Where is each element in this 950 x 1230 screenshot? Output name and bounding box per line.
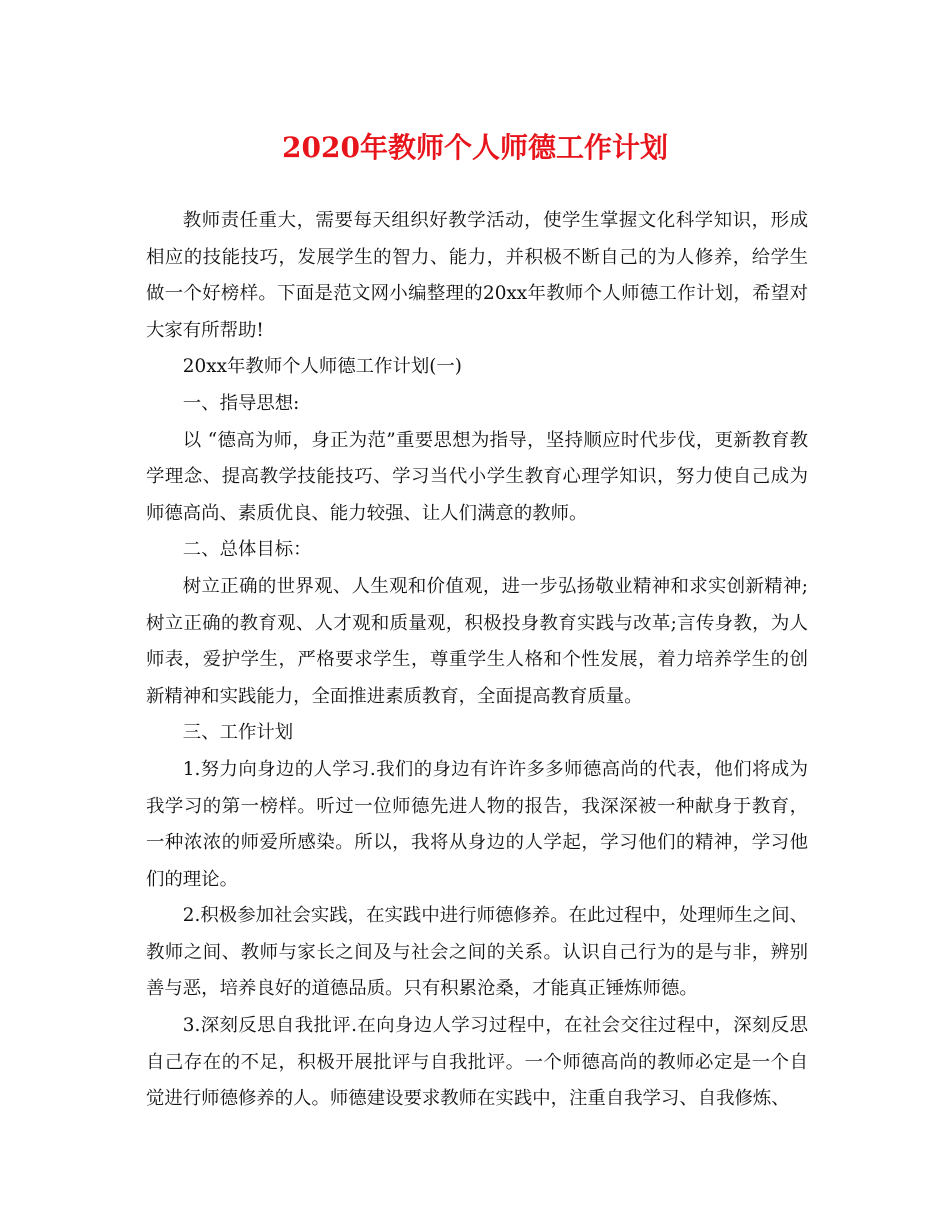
paragraph-plan-item-3: 3.深刻反思自我批评.在向身边人学习过程中，在社会交往过程中，深刻反思自己存在的不足，积极开展批评与自我批评。一个师德高尚的教师必定是一个自觉进行师德修养的人。师德建设要求教师在实践中，注重自我学习、自我修炼、 — [146, 1015, 808, 1110]
document-body — [146, 203, 808, 1118]
section-subtitle: 20xx年教师个人师德工作计划(一) — [182, 356, 462, 378]
heading-guiding-ideology: 一、指导思想: — [182, 392, 300, 414]
heading-overall-goals: 二、总体目标： — [182, 539, 312, 561]
paragraph-intro: 教师责任重大，需要每天组织好教学活动，使学生掌握文化科学知识，形成相应的技能技巧，发展学生的智力、能力，并积极不断自己的为人修养，给学生做一个好榜样。下面是范文网小编整理的20xx年教师个人师德工作计划，希望对大家有所帮助! — [146, 210, 808, 341]
paragraph-plan-item-1: 1.努力向身边的人学习.我们的身边有许许多多师德高尚的代表，他们将成为我学习的第一榜样。听过一位师德先进人物的报告，我深深被一种献身于教育，一种浓浓的师爱所感染。所以，我将从身边的人学起，学习他们的精神，学习他们的理论。 — [146, 758, 808, 890]
document-title: 2020年教师个人师德工作计划 — [282, 131, 668, 164]
heading-work-plan: 三、工作计划 — [182, 722, 294, 744]
paragraph-plan-item-2: 2.积极参加社会实践，在实践中进行师德修养。在此过程中，处理师生之间、教师之间、教师与家长之间及与社会之间的关系。认识自己行为的是与非，辨别善与恶，培养良好的道德品质。只有积累沧桑，才能真正锤炼师德。 — [146, 905, 808, 1000]
paragraph-overall-goals: 树立正确的世界观、人生观和价值观，进一步弘扬敬业精神和求实创新精神;树立正确的教育观、人才观和质量观，积极投身教育实践与改革;言传身教，为人师表，爱护学生，严格要求学生，尊重学生人格和个性发展，着力培养学生的创新精神和实践能力，全面推进素质教育，全面提高教育质量。 — [146, 575, 808, 707]
paragraph-guiding-ideology: 以 “德高为师，身正为范”重要思想为指导，坚持顺应时代步伐，更新教育教学理念、提高教学技能技巧、学习当代小学生教育心理学知识，努力使自己成为师德高尚、素质优良、能力较强、让人们满意的教师。 — [146, 429, 808, 524]
